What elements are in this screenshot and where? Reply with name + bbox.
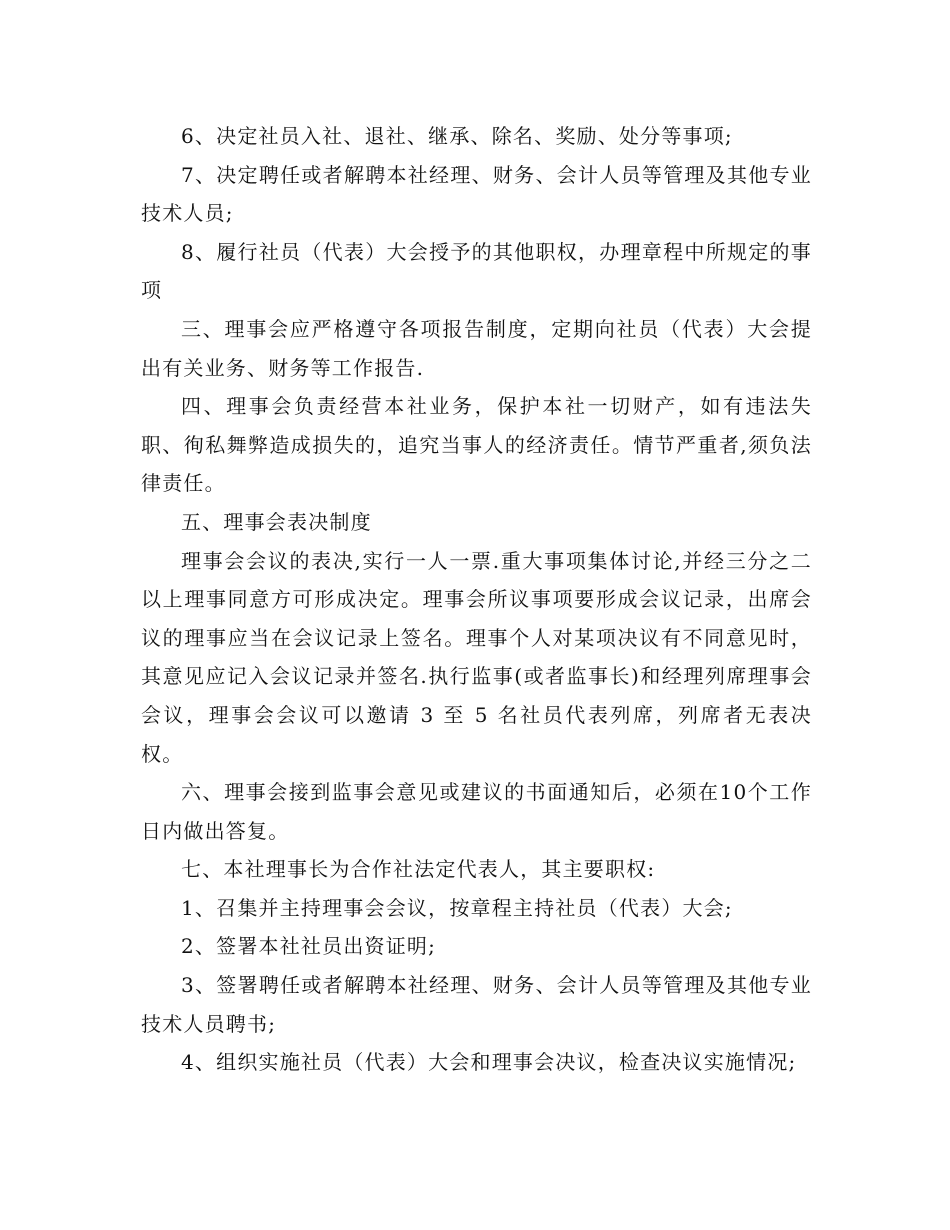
- paragraph: 三、理事会应严格遵守各项报告制度，定期向社员（代表）大会提出有关业务、财务等工作报告.: [141, 316, 812, 380]
- paragraph: 六、理事会接到监事会意见或建议的书面通知后，必须在10个工作日内做出答复。: [141, 780, 812, 843]
- section-heading: 五、理事会表决制度: [181, 509, 372, 534]
- list-item: 1、召集并主持理事会会议，按章程主持社员（代表）大会;: [181, 895, 733, 920]
- paragraph: 七、本社理事长为合作社法定代表人，其主要职权:: [181, 857, 656, 882]
- list-item: 3、签署聘任或者解聘本社经理、财务、会计人员等管理及其他专业技术人员聘书;: [141, 973, 812, 1036]
- list-item: 4、组织实施社员（代表）大会和理事会决议，检查决议实施情况;: [181, 1050, 797, 1075]
- paragraph: 6、决定社员入社、退社、继承、除名、奖励、处分等事项;: [181, 124, 733, 148]
- document-body: [141, 117, 812, 1082]
- list-item: 2、签署本社社员出资证明;: [181, 934, 437, 959]
- paragraph: 四、理事会负责经营本社业务，保护本社一切财产，如有违法失职、徇私舞弊造成损失的，追究当事人的经济责任。情节严重者,须负法律责任。: [141, 394, 812, 496]
- paragraph: 7、决定聘任或者解聘本社经理、财务、会计人员等管理及其他专业技术人员;: [141, 162, 812, 226]
- paragraph: 理事会会议的表决,实行一人一票.重大事项集体讨论,并经三分之二以上理事同意方可形成决定。理事会所议事项要形成会议记录，出席会议的理事应当在会议记录上签名。理事个人对某项决议有不同意见时，其意见应记入会议记录并签名.执行监事(或者监事长)和经理列席理事会会议，理事会会议可以邀请 3 至 5 名社员代表列席，列席者无表决权。: [141, 548, 812, 766]
- paragraph: 8、履行社员（代表）大会授予的其他职权，办理章程中所规定的事项: [141, 239, 812, 303]
